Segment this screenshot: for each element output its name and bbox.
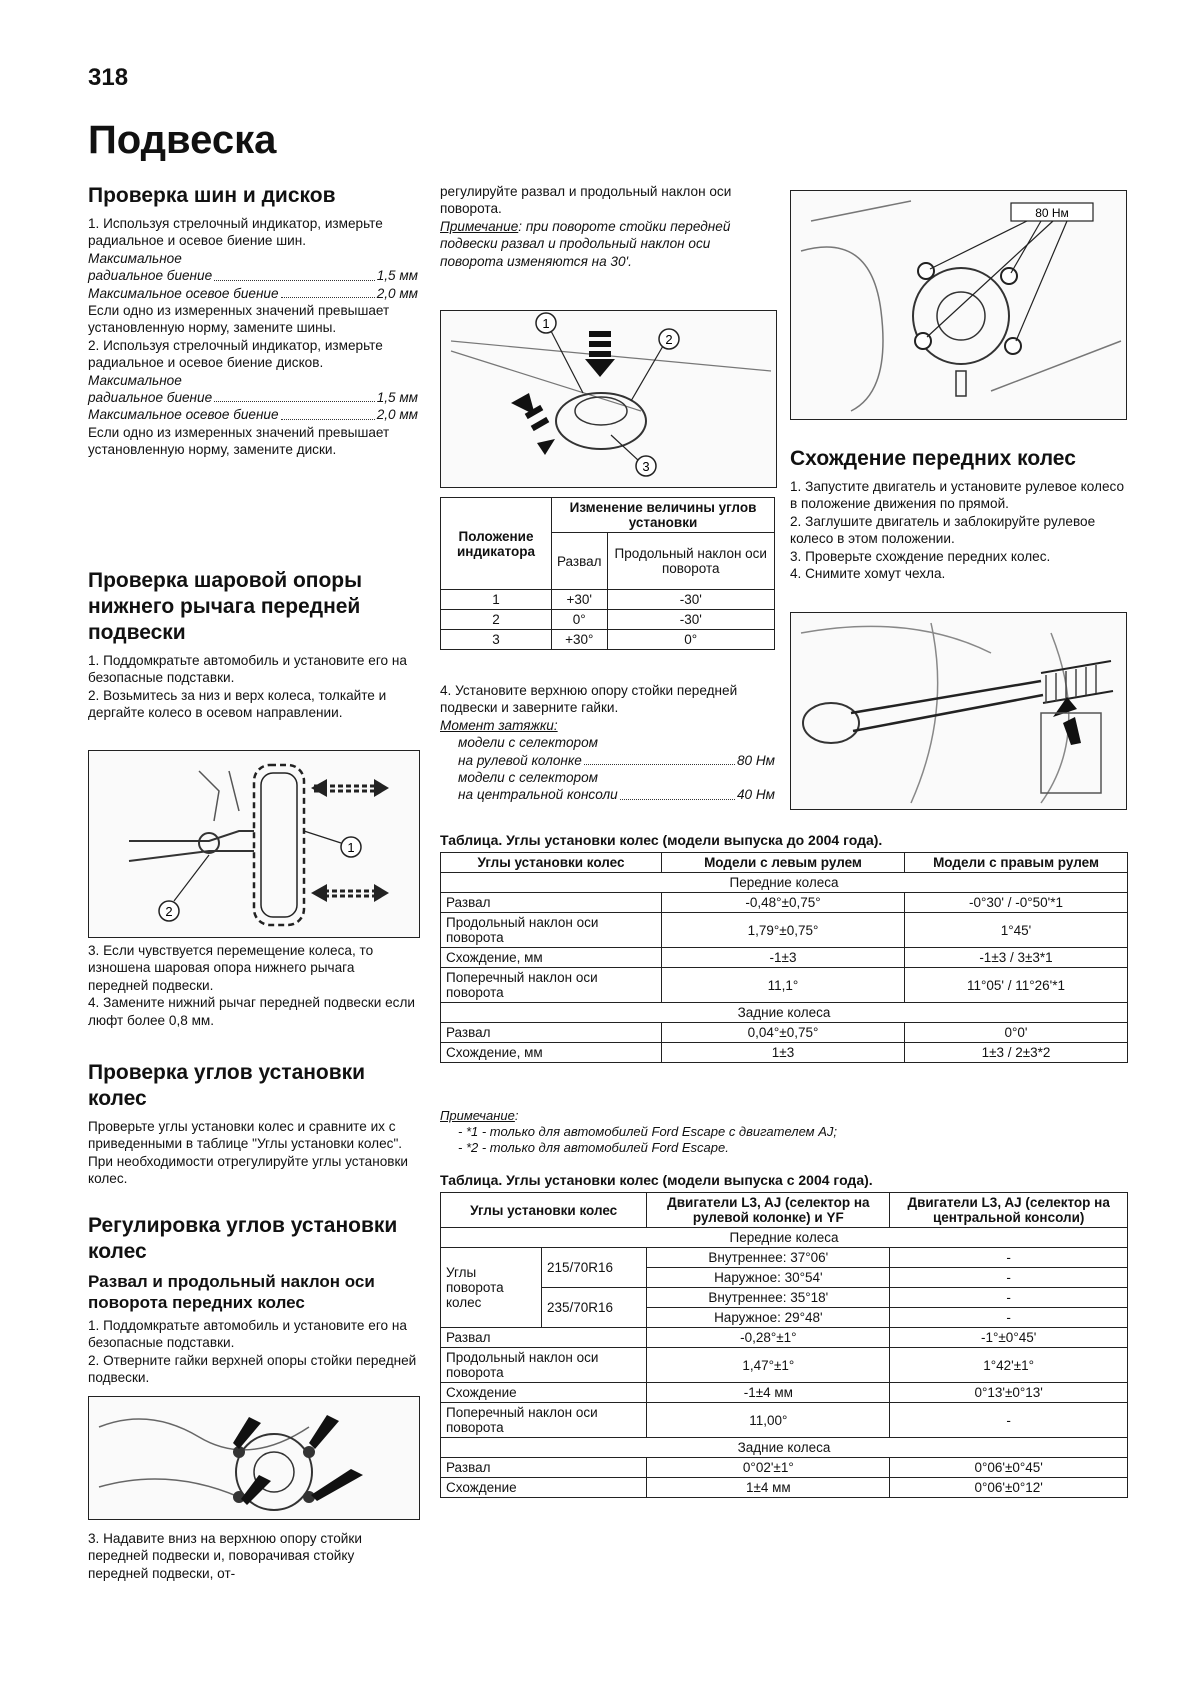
torque-label: 80 Нм — [1035, 206, 1069, 220]
figure-callout: 1 — [347, 840, 355, 855]
paragraph: 2. Отверните гайки верхней опоры стойки передней подвески. — [88, 1352, 417, 1386]
table-row: Поперечный наклон оси поворота 11,1° 11°05' / 11°26'*1 — [441, 968, 1128, 1003]
table-row: Схождение -1±4 мм 0°13'±0°13' — [441, 1383, 1128, 1403]
page-number: 318 — [88, 64, 129, 91]
figure-wheel-shake — [88, 750, 420, 938]
table-header: Модели с левым рулем — [662, 853, 905, 873]
note: Примечание: при повороте стойки передней подвески развал и продольный наклон оси поворота изменяются на 30'. — [440, 218, 731, 269]
section-heading-ball-joint: Проверка шаровой опоры нижнего рычага передней подвески — [88, 569, 363, 644]
paragraph: 3. Если чувствуется перемещение колеса, то изношена шаровая опора нижнего рычага передней подвески. — [88, 943, 374, 993]
column-1-adjust — [88, 1213, 418, 1387]
paragraph: 2. Используя стрелочный индикатор, измерьте радиальное и осевое биение дисков. — [88, 337, 383, 371]
paragraph: 1. Поддомкратьте автомобиль и установите его на безопасные подставки. — [88, 1318, 407, 1351]
paragraph: Если одно из измеренных значений превышает установленную норму, замените диски. — [88, 424, 390, 458]
paragraph: 4. Установите верхнюю опору стойки передней подвески и заверните гайки. — [440, 683, 738, 716]
paragraph: 2. Заглушите двигатель и заблокируйте рулевое колесо в этом положении. — [790, 513, 1096, 547]
table-header: Положение индикатора — [441, 498, 552, 590]
table-row: 1 +30' -30' — [441, 590, 775, 610]
spec-row: радиальное биение 1,5 мм — [88, 390, 418, 406]
page-title: Подвеска — [88, 118, 277, 162]
table-row: 235/70R16 Внутреннее: 35°18' - — [441, 1288, 1128, 1308]
torque-label: модели с селектором — [458, 770, 598, 786]
paragraph: 1. Используя стрелочный индикатор, измерьте радиальное и осевое биение шин. — [88, 216, 383, 249]
paragraph: 2. Возьмитесь за низ и верх колеса, толкайте и дергайте колесо в осевом направлении. — [88, 687, 387, 721]
column-2-torque — [440, 682, 775, 804]
spec-row: на рулевой колонке 80 Нм — [458, 752, 775, 768]
figure-strut-nuts — [88, 1396, 420, 1520]
spec-title: Максимальное — [88, 372, 182, 388]
table-row: Развал 0,04°±0,75° 0°0' — [441, 1023, 1128, 1043]
table-section: Задние колеса — [441, 1438, 1128, 1458]
paragraph: Проверьте углы установки колес и сравните их с приведенными в таблице "Углы установки колес". При необходимости отрегулируйте углы установки колес. — [88, 1119, 409, 1187]
table-row: Продольный наклон оси поворота 1,47°±1° 1°42'±1° — [441, 1348, 1128, 1383]
paragraph: 3. Проверьте схождение передних колес. — [790, 548, 1051, 564]
figure-strut-mount-torque — [790, 190, 1127, 420]
table-header: Углы установки колес — [441, 1193, 647, 1228]
section-heading-adjust: Регулировка углов установки колес — [88, 1214, 398, 1263]
table-row: 2 0° -30' — [441, 610, 775, 630]
alignment-table-2004 — [440, 1192, 1128, 1498]
column-2-top — [440, 183, 775, 270]
table-row: Схождение, мм -1±3 -1±3 / 3±3*1 — [441, 948, 1128, 968]
table-row: Наружное: 29°48' - — [441, 1308, 1128, 1328]
section-heading-tires: Проверка шин и дисков — [88, 184, 336, 207]
column-1-ball-joint — [88, 568, 418, 722]
spec-row: на центральной консоли 40 Нм — [458, 787, 775, 803]
column-3-toe — [790, 446, 1125, 582]
table2-caption: Таблица. Углы установки колес (модели выпуска с 2004 года). — [440, 1172, 873, 1188]
table-section: Передние колеса — [441, 873, 1128, 893]
table-header: Углы установки колес — [441, 853, 662, 873]
table-row: Углы поворота колес 215/70R16 Внутреннее: 37°06' - — [441, 1248, 1128, 1268]
table-row: Развал -0,28°±1° -1°±0°45' — [441, 1328, 1128, 1348]
torque-title: Момент затяжки: — [440, 717, 558, 733]
column-1 — [88, 183, 418, 459]
table-row: Наружное: 30°54' - — [441, 1268, 1128, 1288]
paragraph: регулируйте развал и продольный наклон оси поворота. — [440, 184, 732, 217]
paragraph: 1. Запустите двигатель и установите рулевое колесо в положение движения по прямой. — [790, 479, 1125, 512]
figure-callout: 2 — [665, 332, 673, 347]
figure-indicator-positions — [440, 310, 777, 488]
spec-row: Максимальное осевое биение 2,0 мм — [88, 285, 418, 301]
column-1-cont — [88, 942, 418, 1029]
paragraph: Если одно из измеренных значений превышает установленную норму, замените шины. — [88, 303, 390, 336]
table-row: Продольный наклон оси поворота 1,79°±0,75° 1°45' — [441, 913, 1128, 948]
spec-title: Максимальное — [88, 250, 182, 266]
column-1-end — [88, 1530, 418, 1582]
table-section: Задние колеса — [441, 1003, 1128, 1023]
table1-notes: Примечание: - *1 - только для автомобилей Ford Escape с двигателем AJ; - *2 - только для автомобилей Ford Escape. — [440, 1108, 837, 1155]
table-row: Развал 0°02'±1° 0°06'±0°45' — [441, 1458, 1128, 1478]
figure-callout: 2 — [165, 904, 173, 919]
figure-callout: 3 — [642, 459, 650, 474]
alignment-table-pre2004 — [440, 852, 1128, 1063]
subheading-camber-caster: Развал и продольный наклон оси поворота передних колес — [88, 1272, 375, 1312]
paragraph: 4. Снимите хомут чехла. — [790, 566, 946, 582]
paragraph: 3. Надавите вниз на верхнюю опору стойки передней подвески и, поворачивая стойку передней подвески, от- — [88, 1531, 362, 1581]
torque-label: модели с селектором — [458, 735, 598, 751]
table-header: Двигатели L3, AJ (селектор на рулевой колонке) и YF — [647, 1193, 890, 1228]
table-header: Продольный наклон оси поворота — [607, 533, 774, 590]
table-row: 3 +30° 0° — [441, 630, 775, 650]
table-row: Схождение, мм 1±3 1±3 / 2±3*2 — [441, 1043, 1128, 1063]
paragraph: 4. Замените нижний рычаг передней подвески если люфт более 0,8 мм. — [88, 995, 415, 1028]
spec-row: радиальное биение 1,5 мм — [88, 268, 418, 284]
table-row: Схождение 1±4 мм 0°06'±0°12' — [441, 1478, 1128, 1498]
paragraph: 1. Поддомкратьте автомобиль и установите его на безопасные подставки. — [88, 653, 407, 686]
section-heading-check-angles: Проверка углов установки колес — [88, 1061, 366, 1110]
indicator-table — [440, 497, 775, 650]
table-header: Двигатели L3, AJ (селектор на центральной консоли) — [890, 1193, 1128, 1228]
table-row: Поперечный наклон оси поворота 11,00° - — [441, 1403, 1128, 1438]
table1-caption: Таблица. Углы установки колес (модели выпуска до 2004 года). — [440, 832, 883, 848]
spec-row: Максимальное осевое биение 2,0 мм — [88, 407, 418, 423]
table-header: Модели с правым рулем — [905, 853, 1128, 873]
table-section: Передние колеса — [441, 1228, 1128, 1248]
figure-callout: 1 — [542, 316, 550, 331]
column-1-check-angles — [88, 1060, 418, 1188]
figure-tie-rod — [790, 612, 1127, 810]
table-row: Развал -0,48°±0,75° -0°30' / -0°50'*1 — [441, 893, 1128, 913]
table-header: Изменение величины углов установки — [552, 498, 775, 533]
table-header: Развал — [552, 533, 608, 590]
section-heading-toe: Схождение передних колес — [790, 447, 1076, 470]
